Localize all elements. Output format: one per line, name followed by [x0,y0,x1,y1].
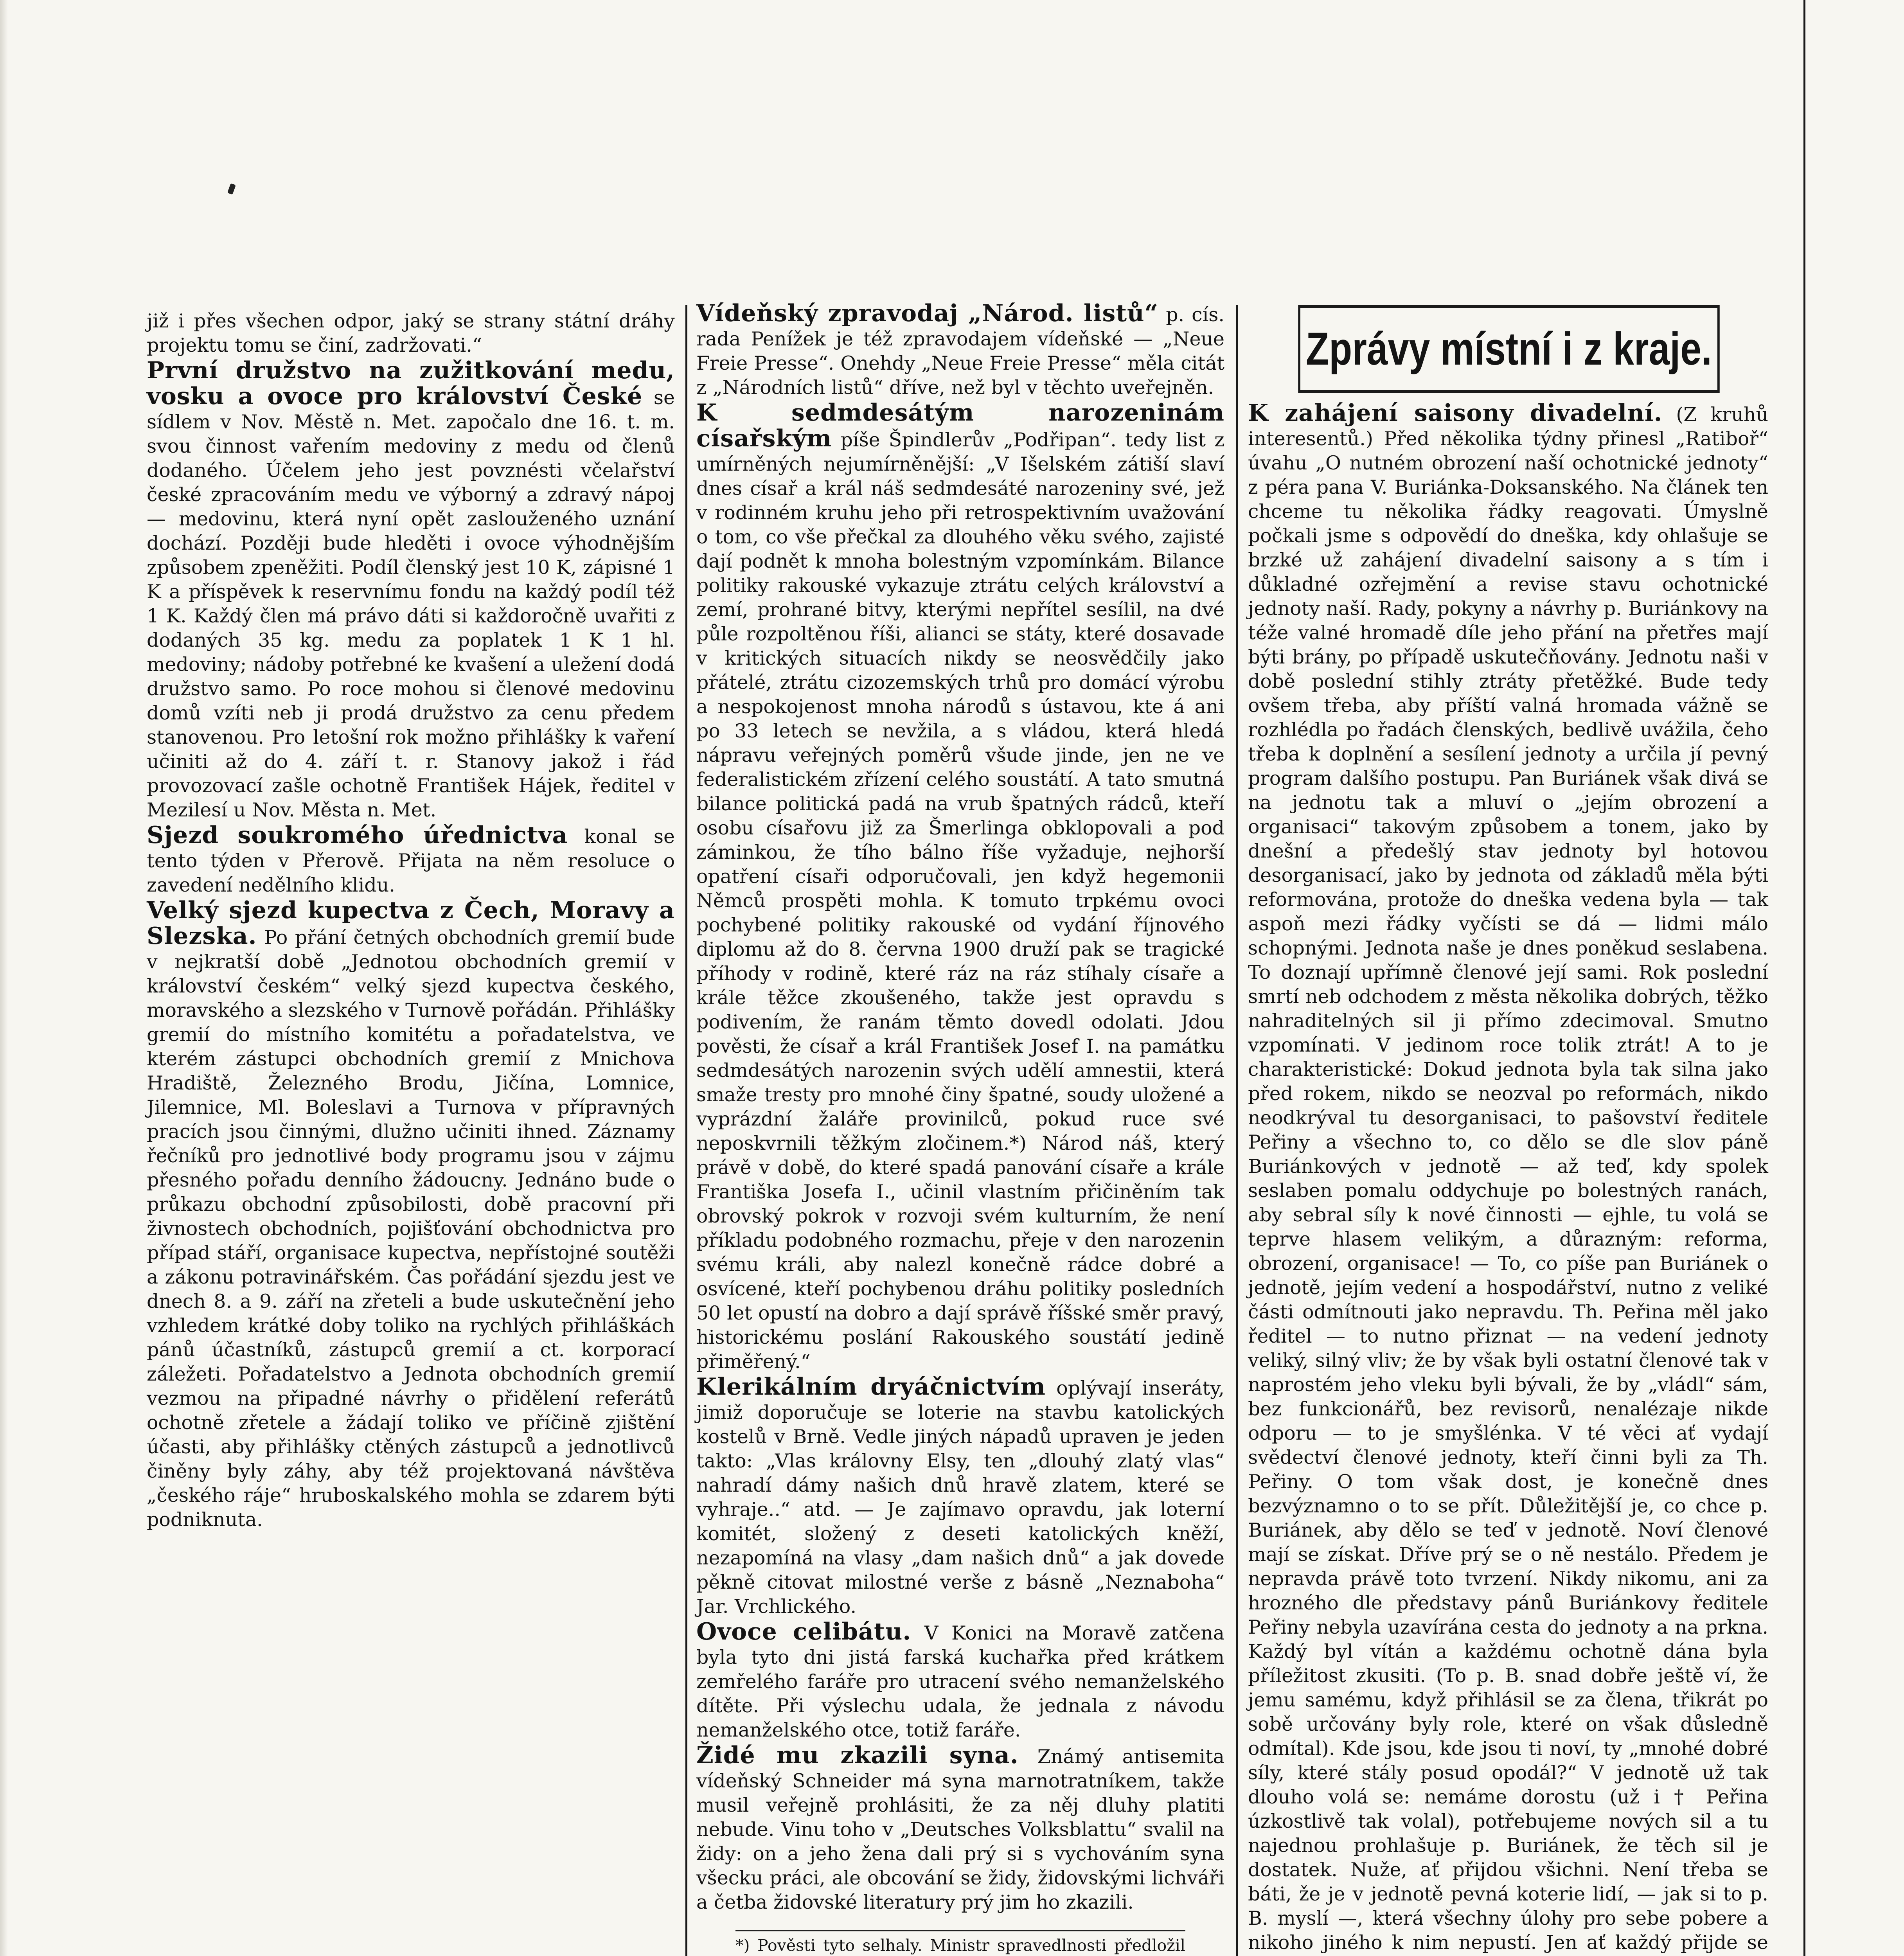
article-paragraph [696,301,1224,400]
article-body: V Konici na Moravě zatčena byla tyto dni jistá farská kuchařka před krátkem zemřelého faráře pro utracení svého nemanželského dítěte. Při výslechu udala, že jednala z návodu nemanželského otce, totiž faráře. [696,1622,1225,1741]
column-rule-left [685,305,687,1956]
article-body: se sídlem v Nov. Městě n. Met. započalo dne 16. t. m. svou činnost vařením medoviny z medu od členů dodaného. Účelem jeho jest povznésti včelařství české zpracováním medu ve výborný a zdravý nápoj — medovinu, která nyní opět zaslouženého uznání dochází. Později bude hleděti i ovoce výhodnějším způsobem zpeněžiti. Podíl členský jest 10 K, zápisné 1 K a příspěvek k reservnímu fondu na každý podíl též 1 K. Každý člen má právo dáti si každoročně uvařiti z dodaných 35 kg. medu za poplatek 1 K 1 hl. medoviny; nádoby potřebné ke kvašení a uležení dodá družstvo samo. Po roce mohou si členové medovinu domů vzíti neb ji prodá družstvo za cenu předem stanovenou. Pro letošní rok možno přihlášky k vaření učiniti až do 4. září t. r. Stanovy jakož i řád provozovací zašle ochotně František Hájek, ředitel v Mezilesí u Nov. Města n. Met. [147,387,675,821]
article-headline: K sedmdesátým narozeninám císařským [696,399,1224,452]
article-headline: První družstvo na zužitkování medu, vosku a ovoce pro království České [147,357,675,410]
article-headline: Velký sjezd kupectva z Čech, Moravy a Slezska. [147,897,675,950]
local-news-header-text: Zprávy místní i z kraje. [1306,323,1712,375]
article-paragraph [696,1620,1224,1742]
article-body: píše Špindlerův „Podřipan“. tedy list z umírněných nejumírněnější: „V Išelském zátiší slaví dnes císař a král náš sedmdesáté narozeniny své, jež v rodinném kruhu jeho při retrospektivním uvažování o tom, co vše přečkal za dlouhého věku svého, zajisté dají podnět k mnoha bolestným vzpomínkám. Bilance politiky rakouské vykazuje ztrátu celých království a zemí, prohrané bitvy, kterými nepřítel sesílil, na dvé půle rozpoltěnou říši, alianci se státy, které dosavade v kritických situacích nikdy se neosvědčily jako přátelé, ztrátu cizozemských trhů pro domácí výrobu a nespokojenost mnoha národů s ústavou, kte á ani po 33 letech se nevžila, a s vládou, která hledá nápravu veřejných poměrů všude jinde, jen ne ve federalistickém zřízení celého soustátí. A tato smutná bilance politická padá na vrub špatných rádců, kteří osobu císařovu již za Šmerlinga obklopovali a pod záminkou, že tího bálno říše vyžaduje, nejhorší opatření císaři odporučovali, jen když hegemonii Němců prospěti mohla. K tomuto trpkému ovoci pochybené politiky rakouské od vydání říjnového diplomu až do 8. června 1900 druží pak se tragické příhody v rodině, které ráz na ráz stíhaly císaře a krále těžce zkoušeného, takže jest opravdu s podivením, že ranám těmto dovedl odolati. Jdou pověsti, že císař a král František Josef I. na památku sedmdesátých narozenin svých udělí amnestii, která smaže tresty pro mnohé činy špatné, soudy uložené a vyprázdní žaláře provinilců, pokud ruce své neposkvrnili těžkým zločinem.*) Národ náš, který právě v době, do které spadá panování císaře a krále Františka Josefa I., učinil vlastním přičiněním tak obrovský pokrok v rozvoji svém kulturním, že není příkladu podobného rozmachu, přeje v den narozenin svému králi, aby nalezl konečně rádce dobré a osvícené, kteří pochybenou dráhu politiky posledních 50 let opustí na dobro a dají správě říšské směr pravý, historickému poslání Rakouského soustátí jedině přiměřený.“ [696,429,1224,1373]
article-headline: K zahájení saisony divadelní. [1248,399,1663,427]
column-2 [696,301,1224,1956]
article-headline: Klerikálním dryáčnictvím [696,1373,1046,1400]
article-paragraph [147,309,675,358]
article-headline: Vídeňský zpravodaj „Národ. listů“ [696,300,1159,327]
column-rule-right [1236,305,1238,1956]
article-headline: Sjezd soukromého úřednictva [147,822,568,849]
article-paragraph [147,358,675,822]
article-body: (Z kruhů interesentů.) Před několika týdny přinesl „Ratiboř“ úvahu „O nutném obrození naší ochotnické jednoty“ z péra pana V. Buriánka-Doksanského. Na článek ten chceme tu několika řádky reagovati. Úmyslně počkali jsme s odpovědí do dneška, kdy ohlašuje se brzké už zahájení divadelní saisony a s tím i důkladné ozřejmění a revise stavu ochotnické jednoty naší. Rady, pokyny a návrhy p. Buriánkovy na téže valné hromadě díle jeho přání na přetřes mají býti brány, po případě uskutečňovány. Jednotu naši v době poslední stihly ztráty přetěžké. Bude tedy ovšem třeba, aby příští valná hromada vážně se rozhlédla po řadách členských, bedlivě uvážila, čeho třeba k doplnění a sesílení jednoty a určila jí pevný program dalšího postupu. Pan Buriánek však divá se na jednotu tak a mluví o „jejím obrození a organisaci“ takovým způsobem a tonem, jako by dnešní a předešlý stav jednoty byl hotovou desorganisací, jako by jednota od základů měla býti reformována, protože do dneška vedena byla — tak aspoň mezi řádky vyčísti se dá — lidmi málo schopnými. Jednota naše je dnes poněkud seslabena. To doznají upřímně členové její sami. Rok poslední smrtí neb odchodem z města několika dobrých, těžko nahraditelných sil ji přímo zdecimoval. Smutno vzpomínati. V jedinom roce tolik ztrát! A to je charakteristické: Dokud jednota byla tak silna jako před rokem, nikdo se neozval po reformách, nikdo neodkrýval tu desorganisaci, to pašovství ředitele Peřiny a všechno to, co dělo se dle slov páně Buriánkových v jednotě — až teď, kdy spolek seslaben pomalu oddychuje po bolestných ranách, aby sebral síly k nové činnosti — ejhle, tu volá se teprve hlasem velikým, a důrazným: reforma, obrození, organisace! — To, co píše pan Buriánek o jednotě, jejím vedení a hospodářství, nutno z veliké části odmítnouti jako nepravdu. Th. Peřina měl jako ředitel — to nutno přiznat — na vedení jednoty veliký, silný vliv; že by však byli ostatní členové tak v naprostém jeho vleku byli bývali, že by „vládl“ sám, bez funkcionářů, bez revisorů, nenalézaje nikde odporu — to je smyšlénka. V té věci ať vydají svědectví členové jednoty, kteří činni byli za Th. Peřiny. O tom však dost, je konečně dnes bezvýznamno o to se přít. Důležitější je, co chce p. Buriánek, aby dělo se teď v jednotě. Noví členové mají se získat. Dříve prý se o ně nestálo. Předem je nepravda právě toto tvrzení. Nikdy nikomu, ani za hrozného dle představy pánů Buriánkovy ředitele Peřiny nebyla uzavírána cesta do jednoty a na prkna. Každý byl vítán a každému ochotně dána byla příležitost zkusiti. (To p. B. snad dobře ještě ví, že jemu samému, když přihlásil se za člena, třikrát po sobě určovány byly role, které on však důsledně odmítal). Kde jsou, kde jsou ti noví, ty „mnohé dobré síly, které stály posud opodál?“ V jednotě už tak dlouho volá se: nemáme dorostu (už i † Peřina úzkostlivě tak volal), potřebujeme nových sil a tu najednou prohlašuje p. Buriánek, že těch sil je dostatek. Nuže, ať přijdou všichni. Není třeba se báti, že je v jednotě pevná koterie lidí, — jak si to p. B. myslí —, která všechny úlohy pro sebe pobere a nikoho jiného k nim nepustí. Jen ať každý přijde se [1248,403,1769,1954]
article-paragraph [696,1743,1224,1915]
local-news-header [1298,305,1719,393]
column-1 [147,309,675,1533]
footnote-text: *) Pověsti tyto selhaly. Ministr spravedlnosti předložil [735,1936,1185,1955]
article-body: Známý antisemita vídeňský Schneider má syna marnotratníkem, takže musil veřejně prohlásiti, že za něj dluhy platiti nebude. Vinu toho v „Deutsches Volksblattu“ svalil na židy: on a jeho žena dali prý si s vychováním syna všecku práci, ale obcování se židy, židovskými lichváři a četba židovské literatury prý jim ho zkazili. [696,1746,1225,1913]
ink-mark [227,183,236,194]
article-body: Po přání četných obchodních gremií bude v nejkratší době „Jednotou obchodních gremií v království českém“ velký sjezd kupectva českého, moravského a slezského v Turnově pořádán. Přihlášky gremií do místního komitétu a pořadatelstva, ve kterém zástupci obchodních gremií z Mnichova Hradiště, Železného Brodu, Jičína, Lomnice, Jilemnice, Ml. Boleslavi a Turnova v přípravných pracích jsou činnými, dlužno učiniti ihned. Záznamy řečníků pro jednotlivé body programu jsou v zájmu přesného pořadu denního žádoucny. Jednáno bude o průkazu obchodní způsobilosti, době pracovní při živnostech obchodních, pojišťování obchodnictva pro případ stáří, organisace kupectva, nepřístojné soutěži a zákonu potravinářském. Čas pořádání sjezdu jest ve dnech 8. a 9. září na zřeteli a bude uskutečnění jeho vzhledem krátké doby toliko na rychlých přihláškách pánů účastníků, zástupců gremií a ct. korporací záležeti. Pořadatelstvo a Jednota obchodních gremií vezmou na připadné návrhy o přidělení referátů ochotně zřetele a žádají toliko ve příčině zjištění účasti, aby přihlášky ctěných zástupců a jednotlivců činěny byly záhy, aby též projektovaná návštěva „českého ráje“ hruboskalského mohla se zdarem býti podniknuta. [147,926,675,1531]
article-paragraph [1248,401,1768,1956]
article-body: již i přes všechen odpor, jaký se strany státní dráhy projektu tomu se činí, zadržovati.“ [147,310,675,356]
article-headline: Ovoce celibátu. [696,1618,912,1645]
page-edge-rule [1803,0,1805,1956]
column-3 [1248,401,1768,1956]
article-body: oplývají inseráty, jimiž doporučuje se loterie na stavbu katolických kostelů v Brně. Vedle jiných nápadů upraven je jeden takto: „Vlas královny Elsy, ten „dlouhý zlatý vlas“ nahradí dámy našich dnů hravě zlatem, které se vyhraje..“ atd. — Je zajímavo opravdu, jak loterní komitét, složený z deseti katolických kněží, nezapomíná na vlasy „dam našich dnů“ a jak dovede pěkně citovat milostné verše z básně „Neznaboha“ Jar. Vrchlického. [696,1377,1224,1618]
article-body: konal se tento týden v Přerově. Přijata na něm resoluce o zavedení nedělního klidu. [147,825,675,896]
scan-edge-shadow [0,0,8,1956]
article-body: p. cís. rada Penížek je též zpravodajem vídeňské — „Neue Freie Presse“. Onehdy „Neue Freie Presse“ měla citát z „Národních listů“ dříve, než byl v těchto uveřejněn. [696,304,1225,399]
article-paragraph [147,898,675,1532]
article-headline: Židé mu zkazili syna. [696,1742,1019,1769]
article-paragraph [147,823,675,897]
footnote [735,1930,1185,1956]
article-paragraph [696,401,1224,1374]
article-paragraph [696,1375,1224,1619]
